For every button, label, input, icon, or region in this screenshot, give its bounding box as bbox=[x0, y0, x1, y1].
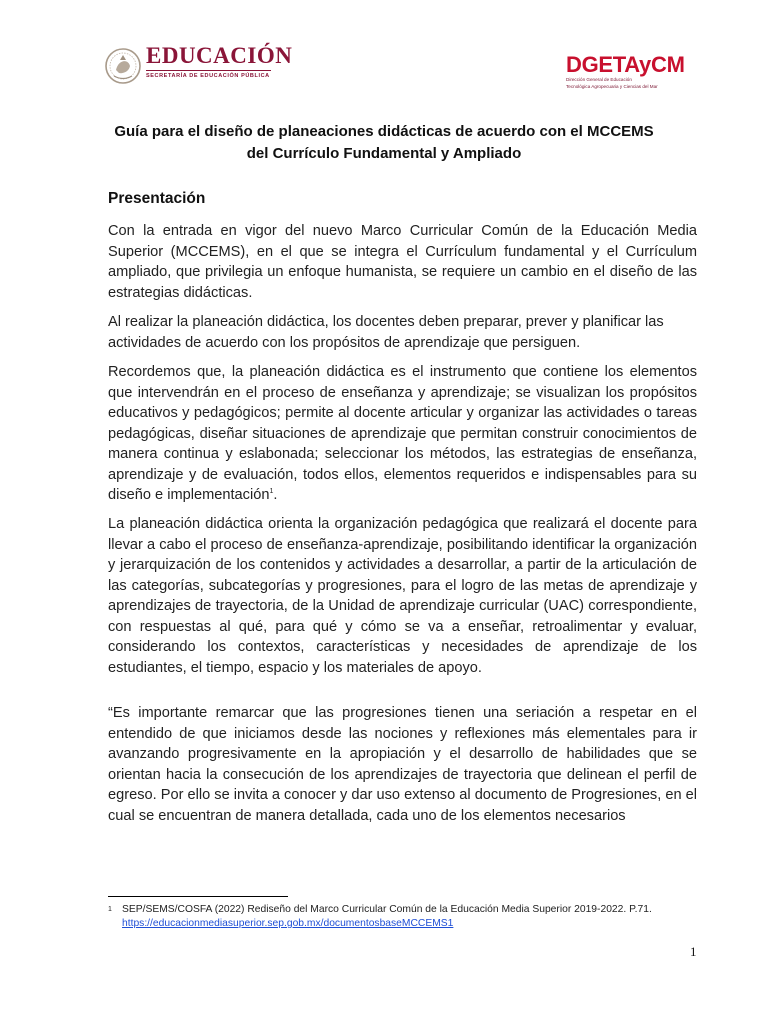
document-title bbox=[100, 121, 668, 165]
section-heading: Presentación bbox=[108, 190, 206, 207]
dgetaycm-logo bbox=[566, 54, 706, 90]
document-title-line1: Guía para el diseño de planeaciones didácticas de acuerdo con el MCCEMS bbox=[114, 123, 654, 140]
educacion-logo bbox=[146, 44, 292, 79]
paragraph-5: “Es importante remarcar que las progresiones tienen una seriación a respetar en el entendido de que iniciamos desde las nociones y reflexiones más elementales para ir avanzando progresivamente en la apropiación y el desarrollo de habilidades que se orientan hacia la consecución de los aprendizajes de trayectoria que delinean el perfil de egreso. Por ello se invita a conocer y dar uso extenso al documento de Progresiones, en el cual se encuentran de manera detallada, cada uno de los elementos necesarios bbox=[108, 705, 697, 824]
paragraph-1: Con la entrada en vigor del nuevo Marco Curricular Común de la Educación Media Superior (MCCEMS), en el que se integra el Currículum fundamental y el Currículum ampliado, que privilegia un enfoque humanista, se requiere un cambio en el diseño de las estrategias didácticas. bbox=[108, 223, 697, 301]
educacion-logo-subtitle: SECRETARÍA DE EDUCACIÓN PÚBLICA bbox=[146, 73, 270, 79]
page-header bbox=[0, 0, 768, 100]
footnote bbox=[108, 903, 698, 931]
mexican-national-seal-icon bbox=[104, 44, 142, 88]
footnote-marker: 1 bbox=[108, 906, 112, 913]
paragraph-2: Al realizar la planeación didáctica, los docentes deben preparar, prever y planificar las actividades de acuerdo con los propósitos de aprendizaje que persiguen. bbox=[108, 314, 664, 351]
dgetaycm-logo-subtitle-line2: Tecnológica Agropecuaria y Ciencias del Mar bbox=[566, 84, 658, 89]
footnote-text: SEP/SEMS/COSFA (2022) Rediseño del Marco Curricular Común de la Educación Media Superior 2019-2022. P.71. bbox=[122, 904, 652, 915]
paragraph-3-end: . bbox=[273, 487, 278, 503]
dgetaycm-logo-subtitle-line1: Dirección General de Educación bbox=[566, 77, 632, 82]
educacion-logo-title: EDUCACIÓN bbox=[146, 43, 293, 68]
educacion-logo-divider bbox=[146, 70, 271, 71]
footnote-reference[interactable]: 1 bbox=[269, 488, 274, 496]
paragraph-4: La planeación didáctica orienta la organización pedagógica que realizará el docente para llevar a cabo el proceso de enseñanza-aprendizaje, posibilitando identificar la organización y jerarquización de los contenidos y actividades a desarrollar, a partir de la articulación de las categorías, subcategorías y progresiones, para el logro de las metas de aprendizaje y aprendizajes de trayectoria, de la Unidad de aprendizaje curricular (UAC) correspondiente, con respuestas al qué, para qué y cómo se va a enseñar, retroalimentar y evaluar, considerando los contextos, características y necesidades de aprendizaje de los estudiantes, el tiempo, espacio y los materiales de apoyo. bbox=[108, 516, 697, 676]
paragraph-3 bbox=[108, 362, 697, 506]
paragraph-3-text: Recordemos que, la planeación didáctica es el instrumento que contiene los elementos que intervendrán en el proceso de enseñanza y aprendizaje; se visualizan los propósitos educativos y pedagógicos; permite al docente articular y organizar las actividades o tareas pedagógicas, diseñar situaciones de aprendizaje que permitan construir conocimientos de manera continua y eslabonada; seleccionar los métodos, las estrategias de enseñanza, aprendizaje y de evaluación, todos ellos, elementos requeridos e indispensables para su diseño e implementación bbox=[108, 364, 697, 503]
dgetaycm-logo-title: DGETAyCM bbox=[566, 52, 685, 77]
page-number: 1 bbox=[690, 944, 697, 959]
document-title-line2: del Currículo Fundamental y Ampliado bbox=[246, 145, 522, 162]
footnote-link[interactable]: https://educacionmediasuperior.sep.gob.mx/documentosbaseMCCEMS1 bbox=[122, 918, 454, 929]
footnote-divider bbox=[108, 896, 288, 897]
